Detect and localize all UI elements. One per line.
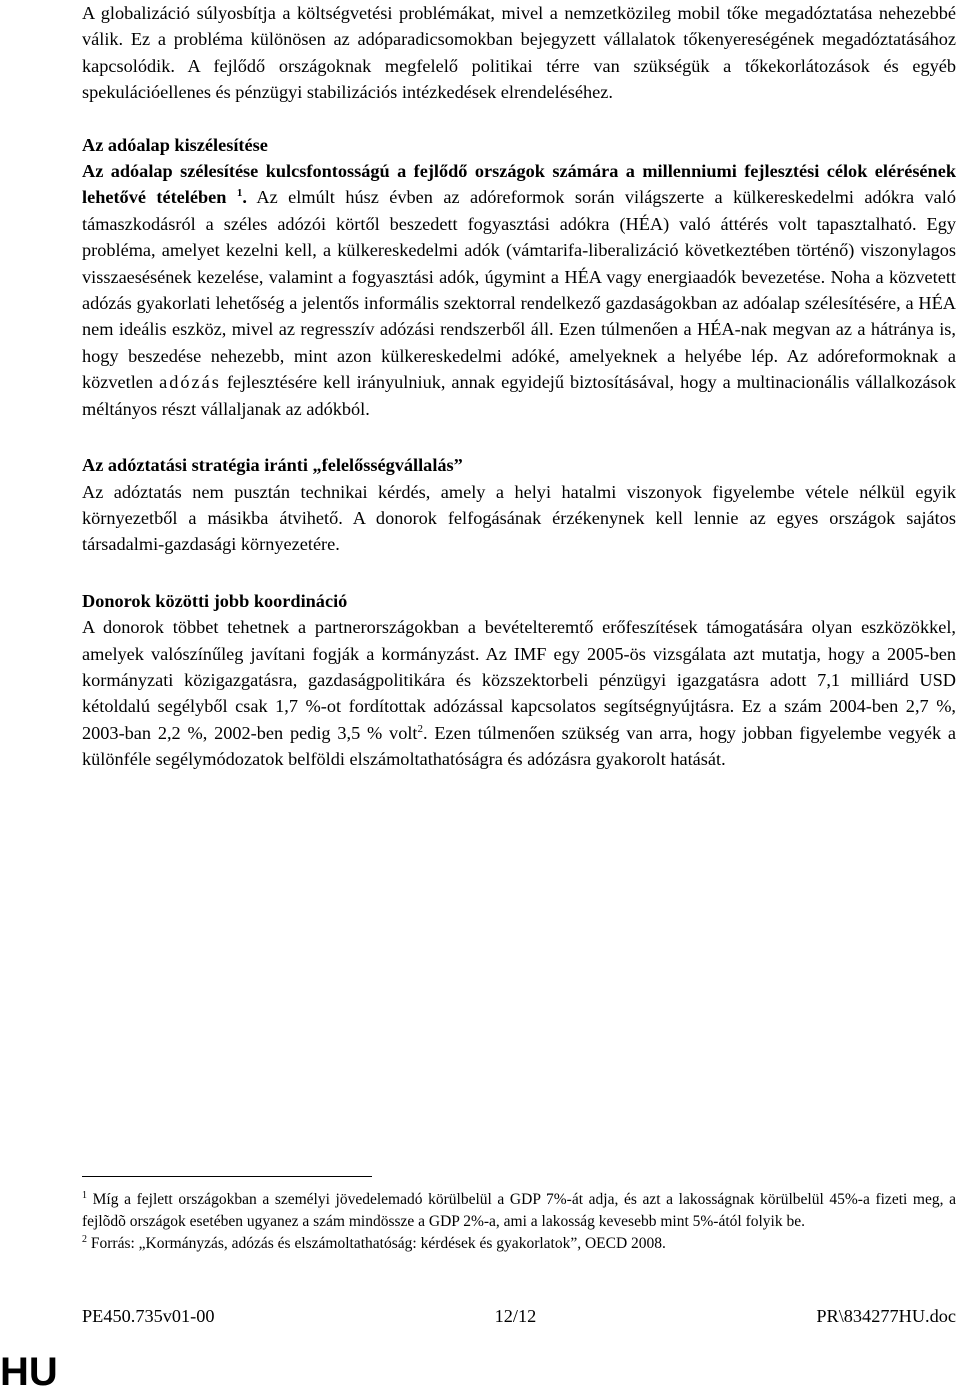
footnote-number: 2	[82, 1233, 87, 1245]
donor-coordination-paragraph: A donorok többet tehetnek a partnerországokban a bevételteremtő erőfeszítések támogatására olyan eszközökkel, amelyek valószínűleg javítani fogják a kormányzást. Az IMF egy 2005-ös vizsgálata azt mutatja, hogy a 2005-ben kormányzati közigazgatásra, gazdaságpolitikára és közszektorbeli pénzügyi igazgatásra adott 7,1 milliárd USD kétoldalú segélyből csak 1,7 %-ot fordítottak adózással kapcsolatos segítségnyújtásra. Ez a szám 2004-ben 2,7 %, 2003-ban 2,2 %, 2002-ben pedig 3,5 % volt$^2$. Ezen túlmenően szükség van arra, hogy jobban figyelembe vegyék a különféle segélymódozatok belföldi elszámoltathatóságra és adózásra gyakorolt hatását.	[82, 617, 956, 770]
footnote-ref-2[interactable]: 2	[417, 722, 423, 735]
page-footer	[82, 1306, 956, 1327]
document-reference: PE450.735v01-00	[82, 1306, 215, 1326]
emphasized-word: adózás	[159, 372, 221, 393]
tax-base-paragraph: Az adóalap szélesítése kulcsfontosságú a fejlődő országok számára a millenniumi fejlesztési célok elérésének lehetővé tételében $^1$. Az elmúlt húsz évben az adóreformok során világszerte a külkereskedelmi adókra való támaszkodásról a széles adózói körtől beszedett fogyasztási adókra (HÉA) való áttérés volt tapasztalható. Egy probléma, amelyet kezelni kell, a külkereskedelmi adók (vámtarifa-liberalizáció következtében történő) viszonylagos visszaesésének kezelése, valamint a fogyasztási adók, úgymint a HÉA vagy energiaadók bevezetése. Noha a közvetett adózás gyakorlati lehetőség a jelentős informális szektorral rendelkező gazdaságokban az adóalap szélesítésére, a HÉA nem ideális eszköz, mivel az regresszív adózási rendszerből áll. Ezen túlmenően a HÉA-nak megvan az a hátránya is, hogy beszedése nehezebb, mint azon külkereskedelmi adóké, amelyeknek a helyébe lép. Az adóreformoknak a közvetlen adózás fejlesztésére kell irányulniuk, annak egyidejű biztosításával, hogy a multinacionális vállalkozások méltányos részt vállaljanak az adókból.	[82, 161, 957, 419]
footnote-number: 1	[82, 1189, 87, 1201]
document-body	[82, 0, 956, 773]
footnote-1: $^1$ Míg a fejlett országokban a személyi jövedelemadó körülbelül a GDP 7%-át adja, és azt a lakosságnak körülbelül 45%-a fizeti meg, a fejlõdõ országok esetében ugyanez a szám mindössze a GDP 2%-a, ami a lakosság kevesebb mint 5%-ától folyik be.	[82, 1189, 956, 1230]
footnote-ref-1[interactable]: 1	[236, 187, 243, 200]
language-code: HU	[0, 1350, 58, 1394]
tax-base-lead: Az adóalap szélesítése kulcsfontosságú a fejlődő országok számára a millenniumi fejlesztési célok elérésének lehetővé tételében $^1$.	[82, 161, 956, 208]
footnote-divider	[82, 1176, 372, 1177]
file-name: PR\834277HU.doc	[816, 1306, 956, 1326]
intro-paragraph: A globalizáció súlyosbítja a költségvetési problémákat, mivel a nemzetközileg mobil tőke megadóztatása nehezebbé válik. Ez a probléma különösen az adóparadicsomokban bejegyzett vállalatok tőkenyereségének megadóztatásához kapcsolódik. A fejlődő országoknak megfelelő politikai térre van szükségük a tőkekorlátozások és egyéb spekulációellenes és pénzügyi stabilizációs intézkedések elrendeléséhez.	[82, 3, 956, 103]
section-heading-ownership: Az adóztatási stratégia iránti „felelősségvállalás”	[82, 455, 463, 476]
page-number: 12/12	[494, 1306, 537, 1326]
footnotes	[82, 1176, 956, 1255]
footnote-2: $^2$ Forrás: „Kormányzás, adózás és elszámoltathatóság: kérdések és gyakorlatok”, OECD 2008.	[82, 1233, 666, 1252]
ownership-paragraph: Az adóztatás nem pusztán technikai kérdés, amely a helyi hatalmi viszonyok figyelembe vétele nélkül egyik környezetből a másikba átvihető. A donorok felfogásának érzékenynek kell lennie az egyes országok sajátos társadalmi-gazdasági környezetére.	[82, 481, 956, 555]
section-heading-tax-base: Az adóalap kiszélesítése	[82, 134, 268, 155]
section-heading-donor-coordination: Donorok közötti jobb koordináció	[82, 590, 348, 611]
